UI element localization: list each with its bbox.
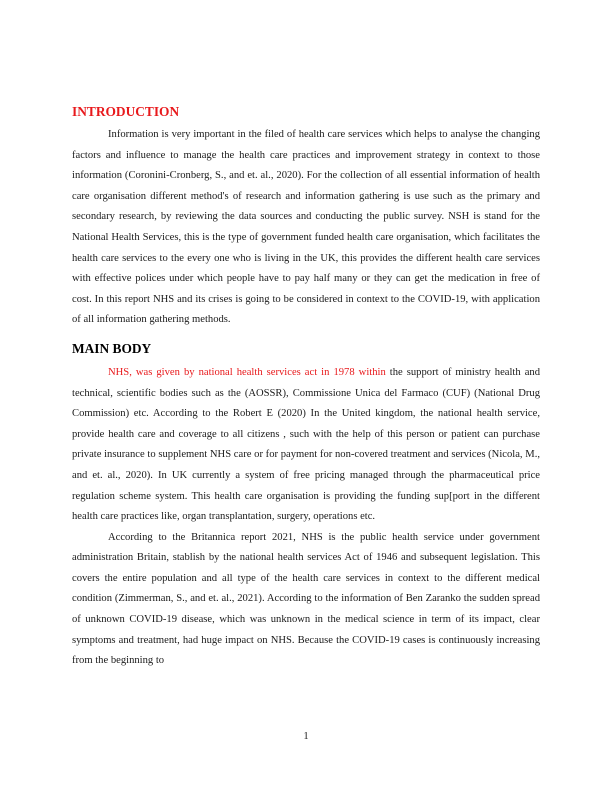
document-page <box>72 103 540 672</box>
introduction-heading: INTRODUCTION <box>72 104 180 119</box>
page-number: 1 <box>303 731 309 742</box>
paragraph-text: the support of ministry health and technical, scientific bodies such as the (AOSSR), Commissione Unica del Farmaco (CUF) (National Drug Commission) etc. According to the Robert E (2020) In the United kingdom, the national health service, provide health care and coverage to all citizens , such with the help of this person or patient can purchase private insurance to supplement NHS care or for payment for non-covered treatment and services (Nicola, M., and et. al., 2020). In UK currently a system of free pricing managed through the pharmaceutical price regulation scheme system. This health care organisation is providing the funding sup[port in the different health care practices like, organ transplantation, surgery, operations etc. <box>72 366 540 523</box>
introduction-paragraph: Information is very important in the filed of health care services which helps to analyse the changing factors and influence to manage the health care practices and improvement strategy in context to those information (Coronini-Cronberg, S., and et. al., 2020). For the collection of all essential information of health care organisation different method's of research and information gathering is use such as the primary and secondary research, by reviewing the data sources and conducting the public survey. NSH is stand for the National Health Services, this is the type of government funded health care organisation, which facilitates the health care services to the every one who is living in the UK, this provides the different health care services with effective polices under which people have to pay half many or they can get the medication in free of cost. In this report NHS and its crises is going to be considered in context to the COVID-19, with application of all information gathering methods. <box>72 129 540 326</box>
main-body-heading: MAIN BODY <box>72 340 152 356</box>
highlighted-text: NHS, was given by national health services act in 1978 within <box>108 366 386 378</box>
main-body-paragraph-1 <box>72 363 540 528</box>
main-body-paragraph-2: According to the Britannica report 2021, NHS is the public health service under government administration Britain, stablish by the national health services Act of 1946 and subsequent legislation. This covers the entire population and all type of the health care services in context to the different medical condition (Zimmerman, S., and et. al., 2021). According to the information of Ben Zaranko the sudden spread of unknown COVID-19 disease, which was unknown in the medical science in term of its impact, clear symptoms and treatment, had huge impact on NHS. Because the COVID-19 cases is continuously increasing from the beginning to <box>72 531 540 667</box>
